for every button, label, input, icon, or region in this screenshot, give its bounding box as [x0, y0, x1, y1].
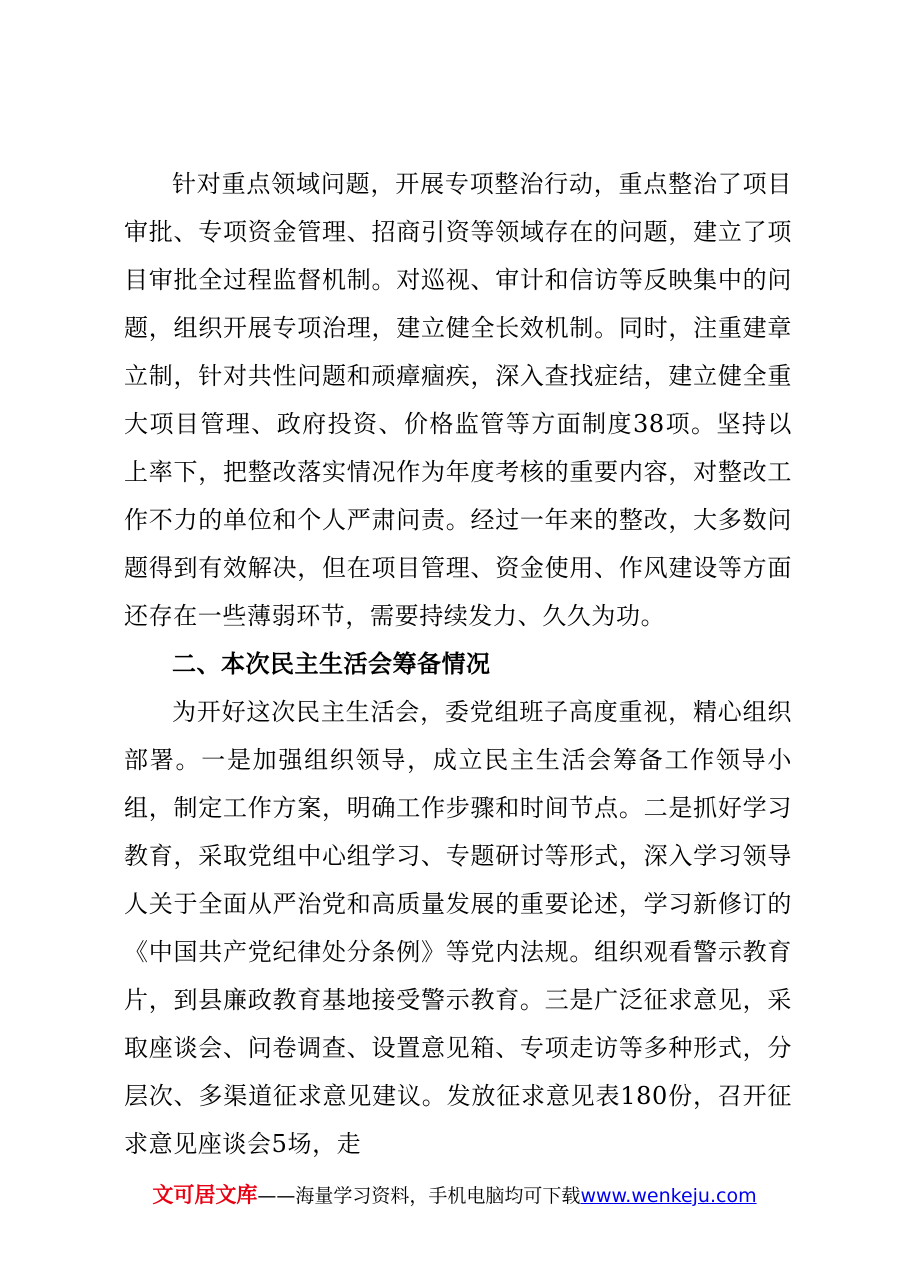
- section-heading: 二、本次民主生活会筹备情况: [172, 650, 491, 678]
- footer-tagline: ——海量学习资料，手机电脑均可下载: [257, 1185, 581, 1207]
- footer-brand: 文可居文库: [152, 1183, 258, 1207]
- page-footer: [0, 1180, 909, 1211]
- body-paragraph: 为开好这次民主生活会，委党组班子高度重视，精心组织部署。一是加强组织领导，成立民主生活会筹备工作领导小组，制定工作方案，明确工作步骤和时间节点。二是抓好学习教育，采取党组中心组学习、专题研讨等形式，深入学习领导人关于全面从严治党和高质量发展的重要论述，学习新修订的《中国共产党纪律处分条例》等党内法规。组织观看警示教育片，到县廉政教育基地接受警示教育。三是广泛征求意见，采取座谈会、问卷调查、设置意见箱、专项走访等多种形式，分层次、多渠道征求意见建议。发放征求意见表180份，召开征求意见座谈会5场，走: [124, 698, 792, 1158]
- footer-site-link[interactable]: www.wenkeju.com: [580, 1185, 757, 1207]
- body-paragraph: 针对重点领域问题，开展专项整治行动，重点整治了项目审批、专项资金管理、招商引资等领域存在的问题，建立了项目审批全过程监督机制。对巡视、审计和信访等反映集中的问题，组织开展专项治理，建立健全长效机制。同时，注重建章立制，针对共性问题和顽瘴痼疾，深入查找症结，建立健全重大项目管理、政府投资、价格监管等方面制度38项。坚持以上率下，把整改落实情况作为年度考核的重要内容，对整改工作不力的单位和个人严肃问责。经过一年来的整改，大多数问题得到有效解决，但在项目管理、资金使用、作风建设等方面还存在一些薄弱环节，需要持续发力、久久为功。: [124, 170, 792, 630]
- document-body: [124, 160, 792, 1168]
